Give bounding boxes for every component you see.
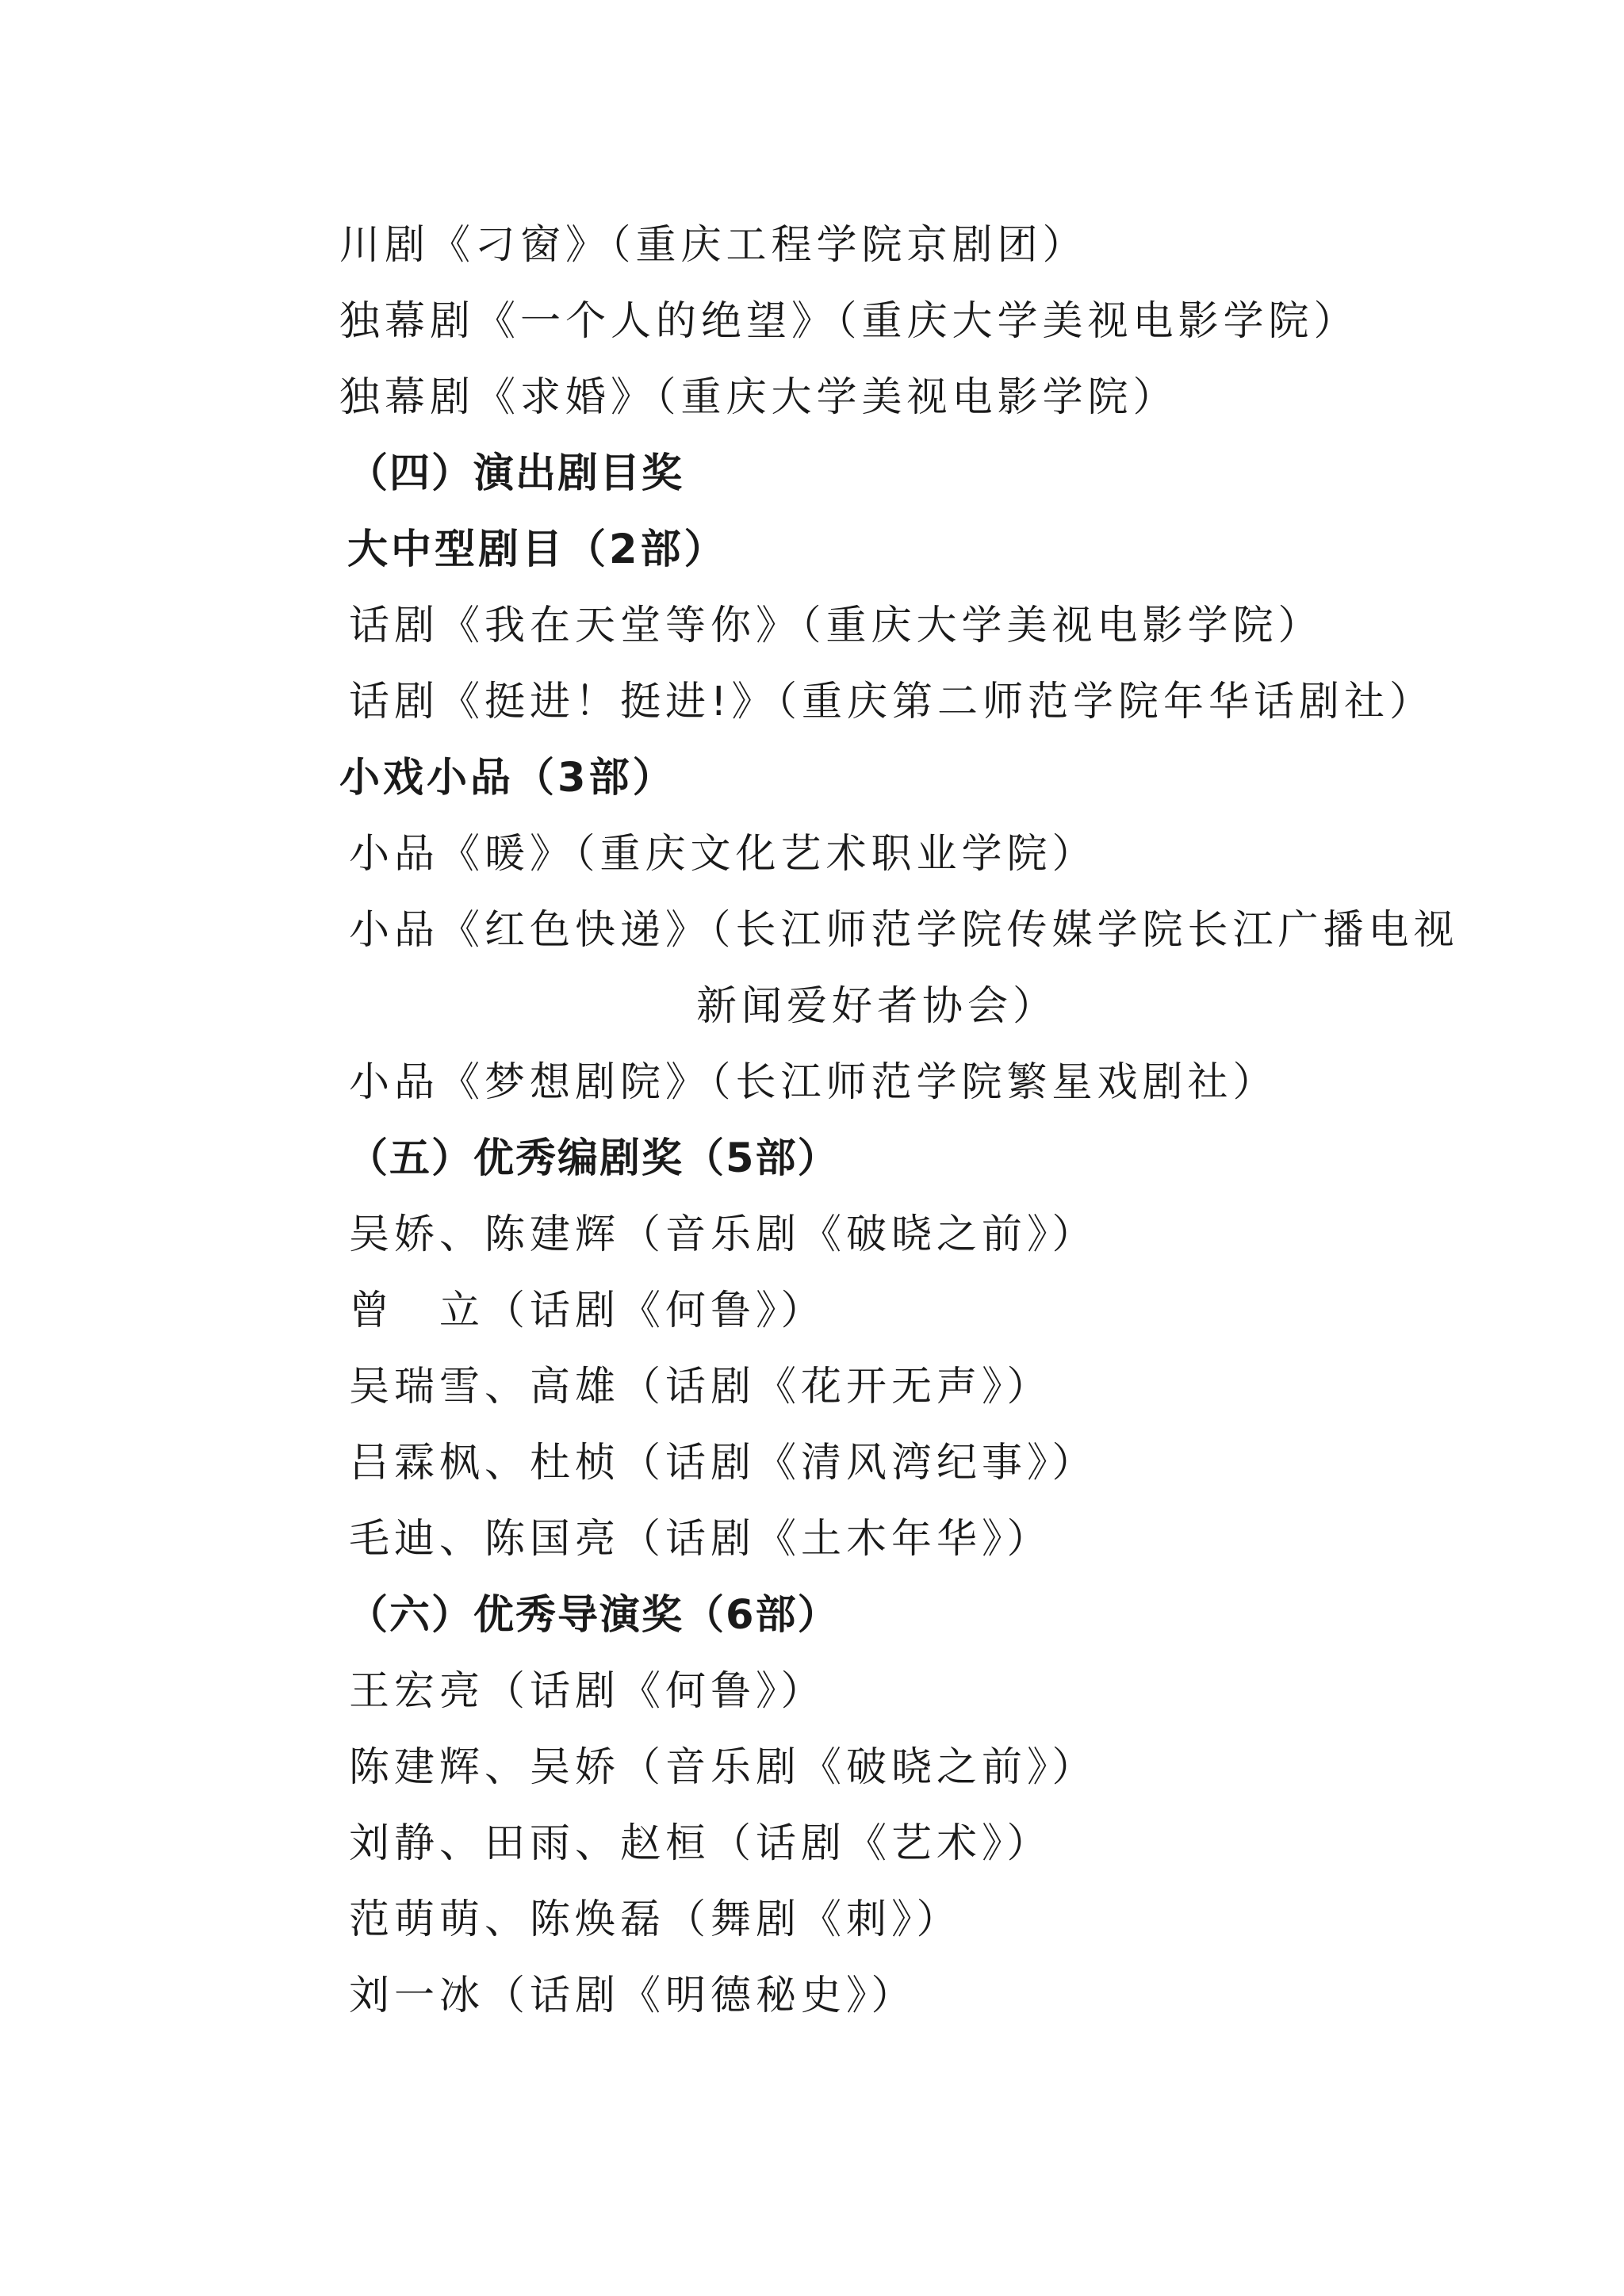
- text-line: 小品《暖》（重庆文化艺术职业学院）: [349, 831, 1097, 878]
- text-line: 陈建辉、吴娇（音乐剧《破晓之前》）: [349, 1744, 1097, 1791]
- text-line: 吴娇、陈建辉（音乐剧《破晓之前》）: [349, 1211, 1097, 1258]
- text-line: 话剧《挺进！挺进!》（重庆第二师范学院年华话剧社）: [349, 679, 1434, 725]
- subsection-heading: 大中型剧目（2部）: [347, 526, 728, 573]
- text-line: 吴瑞雪、高雄（话剧《花开无声》）: [349, 1364, 1052, 1410]
- text-line: 曾 立（话剧《何鲁》）: [349, 1288, 826, 1334]
- text-line: 刘一冰（话剧《明德秘史》）: [349, 1973, 917, 2019]
- text-line: 话剧《我在天堂等你》（重庆大学美视电影学院）: [349, 603, 1323, 649]
- text-line-continuation: 新闻爱好者协会）: [696, 983, 1059, 1030]
- text-line: 独幕剧《一个人的绝望》（重庆大学美视电影学院）: [339, 298, 1359, 345]
- text-line: 王宏亮（话剧《何鲁》）: [349, 1668, 826, 1715]
- text-line: 刘静、田雨、赵桓（话剧《艺术》）: [349, 1820, 1052, 1867]
- section-heading: （六）优秀导演奖（6部）: [347, 1592, 840, 1639]
- text-line: 吕霖枫、杜桢（话剧《清风湾纪事》）: [349, 1440, 1097, 1487]
- text-line: 小品《梦想剧院》（长江师范学院繁星戏剧社）: [349, 1059, 1278, 1106]
- subsection-heading: 小戏小品（3部）: [339, 755, 676, 802]
- text-line: 毛迪、陈国亮（话剧《土木年华》）: [349, 1516, 1052, 1563]
- text-line: 川剧《刁窗》（重庆工程学院京剧团）: [339, 222, 1088, 269]
- text-line: 独幕剧《求婚》（重庆大学美视电影学院）: [339, 374, 1178, 421]
- text-line: 范萌萌、陈焕磊（舞剧《刺》）: [349, 1896, 962, 1943]
- section-heading: （四）演出剧目奖: [347, 450, 684, 497]
- text-line: 小品《红色快递》（长江师范学院传媒学院长江广播电视: [349, 907, 1459, 954]
- section-heading: （五）优秀编剧奖（5部）: [347, 1135, 840, 1182]
